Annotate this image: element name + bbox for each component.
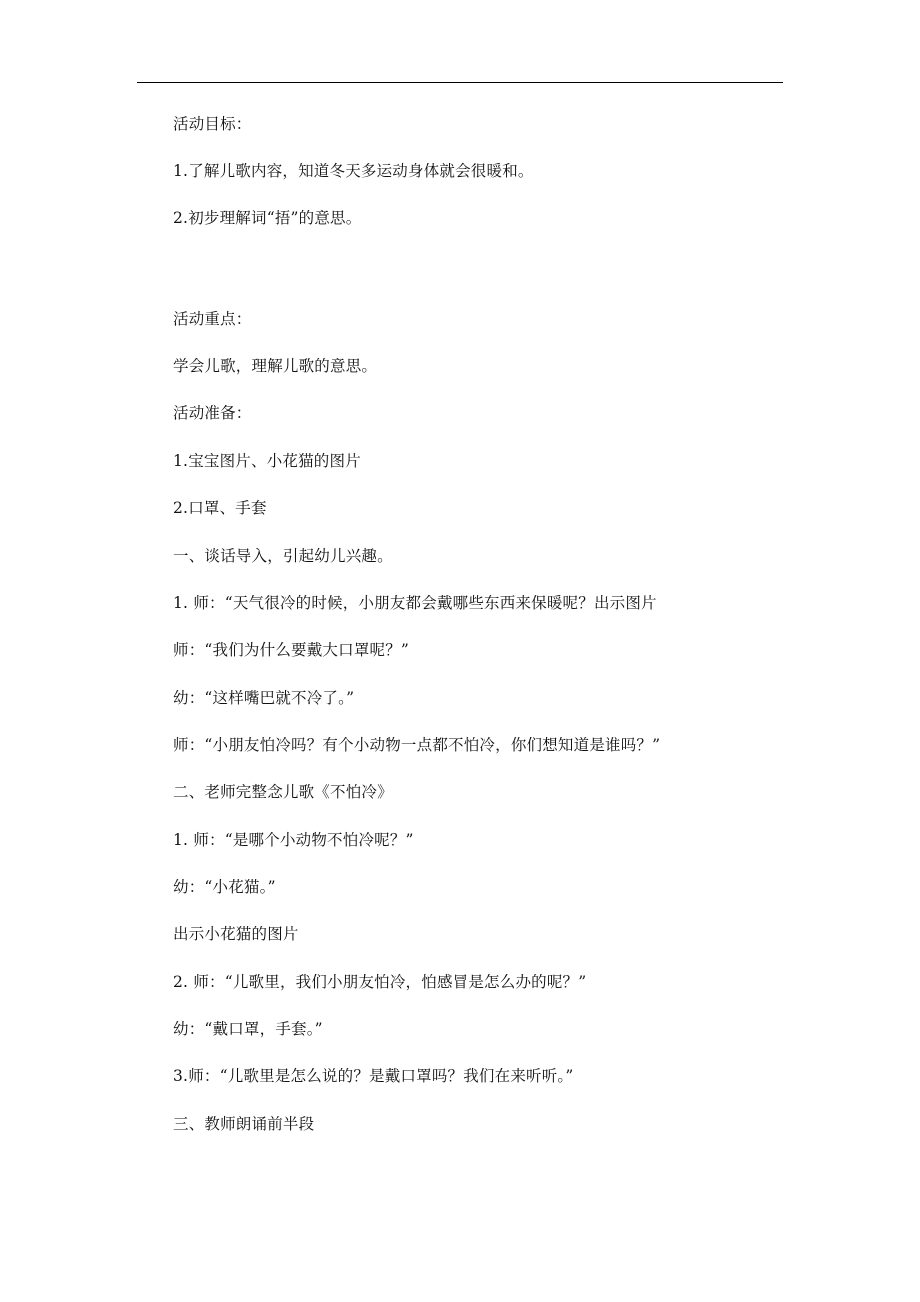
section-heading-preparation: 活动准备： [173,404,252,422]
dialogue-line: 1. 师：“天气很冷的时候，小朋友都会戴哪些东西来保暖呢？出示图片 [173,594,657,612]
instruction-line: 出示小花猫的图片 [173,925,299,943]
header-rule [137,82,783,83]
dialogue-line: 幼：“戴口罩，手套。” [173,1020,323,1038]
goal-item-2: 2.初步理解词“捂”的意思。 [173,209,362,227]
focus-text: 学会儿歌，理解儿歌的意思。 [173,357,378,375]
dialogue-line: 幼：“小花猫。” [173,878,276,896]
dialogue-line: 师：“我们为什么要戴大口罩呢？” [173,641,410,659]
step-heading-2: 二、老师完整念儿歌《不怕冷》 [173,783,393,801]
dialogue-line: 幼：“这样嘴巴就不冷了。” [173,689,355,707]
dialogue-line: 师：“小朋友怕冷吗？有个小动物一点都不怕冷，你们想知道是谁吗？” [173,736,661,754]
step-heading-3: 三、教师朗诵前半段 [173,1115,315,1133]
section-heading-goals: 活动目标： [173,115,252,133]
preparation-item-1: 1.宝宝图片、小花猫的图片 [173,452,361,470]
preparation-item-2: 2.口罩、手套 [173,499,267,517]
goal-item-1: 1.了解儿歌内容，知道冬天多运动身体就会很暖和。 [173,162,534,180]
dialogue-line: 2. 师：“儿歌里，我们小朋友怕冷，怕感冒是怎么办的呢？” [173,973,587,991]
step-heading-1: 一、谈话导入，引起幼儿兴趣。 [173,547,393,565]
section-heading-focus: 活动重点： [173,310,252,328]
dialogue-line: 3.师：“儿歌里是怎么说的？是戴口罩吗？我们在来听听。” [173,1067,574,1085]
dialogue-line: 1. 师：“是哪个小动物不怕冷呢？” [173,831,414,849]
